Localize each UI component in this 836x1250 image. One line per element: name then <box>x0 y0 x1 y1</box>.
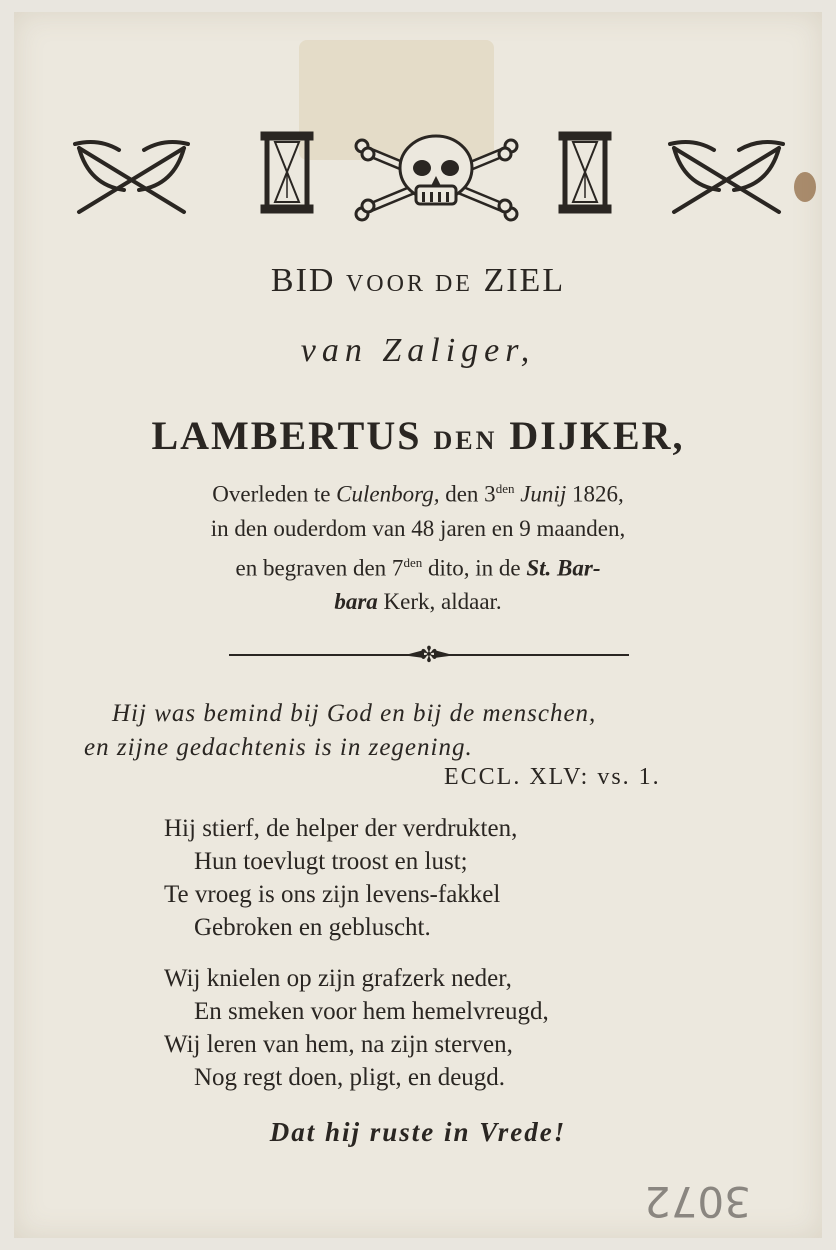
emblem-row <box>69 130 789 240</box>
details-line-4: bara Kerk, aldaar. <box>334 589 502 615</box>
death-details <box>14 472 822 619</box>
quote-line-1: Hij was bemind bij God en bij de menschen, <box>112 700 597 727</box>
poem-stanza-1 <box>164 812 764 944</box>
stanza-line: Hun toevlugt troost en lust; <box>194 848 468 875</box>
closing-line: Dat hij ruste in Vrede! <box>269 1117 567 1147</box>
poem-stanza-2 <box>164 962 764 1094</box>
deceased-name <box>14 412 822 459</box>
quote-line-2: en zijne gedachtenis is in zegening. <box>84 734 473 761</box>
svg-text:✻: ✻ <box>419 643 439 668</box>
scythes-icon <box>69 130 194 220</box>
archive-number: 3072 <box>644 1177 751 1226</box>
stanza-line: Hij stierf, de helper der verdrukten, <box>164 815 518 842</box>
paper-spot <box>794 172 816 202</box>
details-line-2: in den ouderdom van 48 jaren en 9 maanden, <box>210 515 626 541</box>
prayer-card <box>14 12 822 1238</box>
stanza-line: En smeken voor hem hemelvreugd, <box>194 998 549 1025</box>
header-title <box>14 262 822 300</box>
stanza-line: Nog regt doen, pligt, en deugd. <box>194 1064 506 1091</box>
ornament-divider <box>229 640 629 670</box>
stanza-line: Wij knielen op zijn grafzerk neder, <box>164 965 512 992</box>
hourglass-icon <box>259 130 315 215</box>
header-word-bid: BID <box>270 262 336 299</box>
header-word-voor-de: VOOR DE <box>345 271 473 297</box>
details-line-1: Overleden te Culenborg, den $3^{den}$ Junij 1826, <box>212 481 624 507</box>
quote-reference: ECCL. XLV: vs. 1. <box>444 764 661 790</box>
first-name: LAMBERTUS <box>151 413 422 458</box>
skull-crossbones-icon <box>354 130 519 225</box>
last-name: DIJKER, <box>509 413 685 458</box>
stanza-line: Wij leren van hem, na zijn sterven, <box>164 1031 513 1058</box>
scythes-icon <box>664 130 789 220</box>
stanza-line: Gebroken en gebluscht. <box>194 914 431 941</box>
hourglass-icon <box>557 130 613 215</box>
details-line-3: en begraven den $7^{den}$ dito, in de St. Bar- <box>235 554 601 581</box>
scripture-quote <box>84 697 794 765</box>
header-subtitle: van Zaliger, <box>300 332 536 369</box>
stanza-line: Te vroeg is ons zijn levens-fakkel <box>164 881 501 908</box>
header-word-ziel: ZIEL <box>483 262 566 299</box>
name-particle: DEN <box>433 426 498 455</box>
